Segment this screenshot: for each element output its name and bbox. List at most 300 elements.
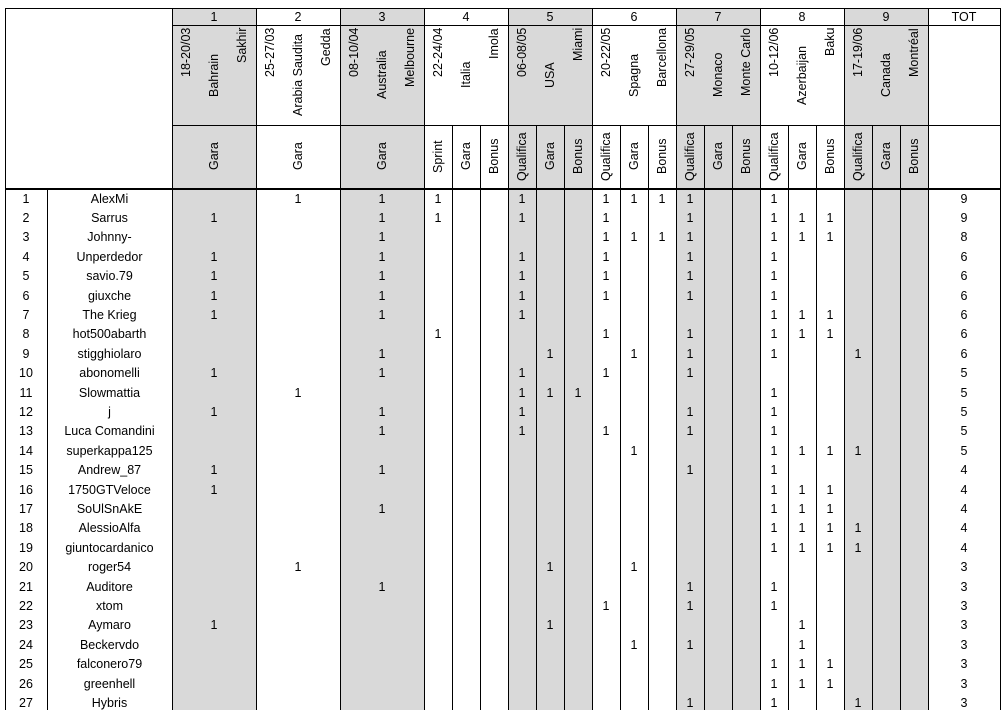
point-cell: 1 — [210, 366, 218, 381]
point-cell: 1 — [210, 269, 218, 284]
point-cell: 1 — [518, 288, 526, 303]
row-position: 27 — [19, 696, 33, 711]
player-name: falconero79 — [76, 657, 143, 672]
session-label: Gara — [207, 142, 221, 171]
point-cell: 1 — [378, 249, 386, 264]
round-city: Barcellona — [655, 28, 669, 88]
grid-line — [5, 188, 1000, 190]
row-total: 6 — [960, 308, 968, 323]
grid-line — [340, 8, 341, 710]
round-date: 22-24/04 — [431, 28, 445, 78]
row-position: 19 — [19, 540, 33, 555]
row-total: 3 — [960, 637, 968, 652]
point-cell: 1 — [378, 308, 386, 323]
grid-line — [480, 125, 481, 710]
grid-line — [47, 188, 48, 710]
point-cell: 1 — [826, 657, 834, 672]
round-number: 9 — [882, 9, 890, 24]
player-name: xtom — [95, 599, 124, 614]
point-cell: 1 — [770, 482, 778, 497]
point-cell: 1 — [770, 191, 778, 206]
player-name: stigghiolaro — [77, 346, 142, 361]
round-number: 1 — [210, 9, 218, 24]
point-cell: 1 — [770, 230, 778, 245]
row-total: 3 — [960, 657, 968, 672]
row-position: 25 — [19, 657, 33, 672]
point-cell: 1 — [770, 269, 778, 284]
row-position: 17 — [19, 502, 33, 517]
grid-line — [172, 125, 1000, 126]
round-number: 3 — [378, 9, 386, 24]
session-label: Gara — [459, 142, 473, 171]
row-total: 3 — [960, 579, 968, 594]
player-name: The Krieg — [82, 308, 137, 323]
session-label: Bonus — [823, 138, 837, 175]
point-cell: 1 — [826, 676, 834, 691]
point-cell: 1 — [378, 366, 386, 381]
point-cell: 1 — [686, 191, 694, 206]
point-cell: 1 — [770, 308, 778, 323]
row-position: 2 — [22, 211, 30, 226]
point-cell: 1 — [686, 249, 694, 264]
player-name: Unperdedor — [76, 249, 143, 264]
point-cell: 1 — [546, 560, 554, 575]
point-cell: 1 — [518, 191, 526, 206]
point-cell: 1 — [658, 191, 666, 206]
point-cell: 1 — [686, 463, 694, 478]
point-cell: 1 — [854, 346, 862, 361]
point-cell: 1 — [602, 269, 610, 284]
grid-line — [732, 125, 733, 710]
session-label: Gara — [711, 142, 725, 171]
row-position: 6 — [22, 288, 30, 303]
session-label: Qualifica — [515, 132, 529, 181]
point-cell: 1 — [518, 366, 526, 381]
point-cell: 1 — [798, 618, 806, 633]
session-label: Bonus — [907, 138, 921, 175]
row-position: 21 — [19, 579, 33, 594]
player-name: superkappa125 — [66, 443, 153, 458]
grid-line — [676, 8, 677, 710]
grid-line — [620, 125, 621, 710]
row-position: 12 — [19, 405, 33, 420]
point-cell: 1 — [770, 676, 778, 691]
round-city: Gedda — [319, 28, 333, 66]
point-cell: 1 — [546, 385, 554, 400]
point-cell: 1 — [770, 327, 778, 342]
point-cell: 1 — [630, 637, 638, 652]
point-cell: 1 — [798, 637, 806, 652]
round-date: 06-08/05 — [515, 28, 529, 78]
session-label: Gara — [543, 142, 557, 171]
round-number: 7 — [714, 9, 722, 24]
point-cell: 1 — [770, 443, 778, 458]
grid-line — [900, 125, 901, 710]
round-country: Bahrain — [207, 53, 221, 97]
round-city: Sakhir — [235, 28, 249, 64]
point-cell: 1 — [826, 327, 834, 342]
player-name: Sarrus — [91, 211, 128, 226]
point-cell: 1 — [378, 191, 386, 206]
point-cell: 1 — [798, 443, 806, 458]
grid-line — [704, 125, 705, 710]
point-cell: 1 — [378, 230, 386, 245]
point-cell: 1 — [798, 521, 806, 536]
player-name: abonomelli — [79, 366, 140, 381]
point-cell: 1 — [378, 405, 386, 420]
point-cell: 1 — [770, 579, 778, 594]
row-total: 3 — [960, 560, 968, 575]
round-date: 20-22/05 — [599, 28, 613, 78]
point-cell: 1 — [518, 385, 526, 400]
point-cell: 1 — [686, 288, 694, 303]
point-cell: 1 — [210, 249, 218, 264]
grid-line — [648, 125, 649, 710]
point-cell: 1 — [798, 482, 806, 497]
point-cell: 1 — [770, 249, 778, 264]
session-label: Gara — [795, 142, 809, 171]
player-name: SoUlSnAkE — [76, 502, 143, 517]
session-label: Qualifica — [683, 132, 697, 181]
point-cell: 1 — [686, 327, 694, 342]
row-position: 1 — [22, 191, 30, 206]
row-total: 5 — [960, 443, 968, 458]
point-cell: 1 — [798, 502, 806, 517]
point-cell: 1 — [798, 308, 806, 323]
grid-line — [536, 125, 537, 710]
point-cell: 1 — [826, 308, 834, 323]
round-number: 8 — [798, 9, 806, 24]
row-total: 6 — [960, 346, 968, 361]
point-cell: 1 — [826, 540, 834, 555]
session-label: Bonus — [739, 138, 753, 175]
row-total: 9 — [960, 211, 968, 226]
point-cell: 1 — [630, 230, 638, 245]
session-label: Qualifica — [851, 132, 865, 181]
point-cell: 1 — [658, 230, 666, 245]
point-cell: 1 — [210, 618, 218, 633]
point-cell: 1 — [210, 288, 218, 303]
round-country: USA — [543, 62, 557, 88]
point-cell: 1 — [630, 560, 638, 575]
point-cell: 1 — [294, 191, 302, 206]
point-cell: 1 — [770, 540, 778, 555]
point-cell: 1 — [686, 405, 694, 420]
point-cell: 1 — [602, 424, 610, 439]
point-cell: 1 — [574, 385, 582, 400]
grid-line — [452, 125, 453, 710]
round-date: 17-19/06 — [851, 28, 865, 78]
point-cell: 1 — [378, 211, 386, 226]
round-country: Azerbaijan — [795, 45, 809, 105]
grid-line — [5, 8, 172, 9]
point-cell: 1 — [518, 211, 526, 226]
row-total: 3 — [960, 696, 968, 711]
round-city: Montréal — [907, 28, 921, 77]
session-label: Bonus — [571, 138, 585, 175]
session-label: Qualifica — [599, 132, 613, 181]
player-name: AlexMi — [90, 191, 129, 206]
point-cell: 1 — [210, 308, 218, 323]
row-total: 5 — [960, 405, 968, 420]
player-name: Aymaro — [88, 618, 131, 633]
point-cell: 1 — [378, 463, 386, 478]
row-position: 22 — [19, 599, 33, 614]
point-cell: 1 — [798, 540, 806, 555]
point-cell: 1 — [602, 211, 610, 226]
point-cell: 1 — [770, 521, 778, 536]
point-cell: 1 — [602, 599, 610, 614]
point-cell: 1 — [518, 424, 526, 439]
point-cell: 1 — [630, 346, 638, 361]
row-total: 6 — [960, 327, 968, 342]
point-cell: 1 — [378, 288, 386, 303]
row-total: 4 — [960, 463, 968, 478]
round-date: 18-20/03 — [179, 28, 193, 78]
tot-header: TOT — [951, 9, 977, 24]
row-position: 13 — [19, 424, 33, 439]
point-cell: 1 — [798, 211, 806, 226]
session-label: Gara — [291, 142, 305, 171]
point-cell: 1 — [686, 346, 694, 361]
grid-line — [508, 8, 509, 710]
point-cell: 1 — [378, 346, 386, 361]
point-cell: 1 — [518, 269, 526, 284]
player-name: roger54 — [87, 560, 132, 575]
round-country: Spagna — [627, 53, 641, 97]
row-position: 3 — [22, 230, 30, 245]
point-cell: 1 — [826, 521, 834, 536]
player-name: Slowmattia — [78, 385, 141, 400]
player-name: Johnny- — [87, 230, 132, 245]
point-cell: 1 — [854, 540, 862, 555]
point-cell: 1 — [826, 211, 834, 226]
point-cell: 1 — [770, 405, 778, 420]
row-position: 4 — [22, 249, 30, 264]
round-city: Monte Carlo — [739, 28, 753, 97]
row-total: 9 — [960, 191, 968, 206]
point-cell: 1 — [770, 696, 778, 711]
row-position: 14 — [19, 443, 33, 458]
grid-line — [788, 125, 789, 710]
row-position: 10 — [19, 366, 33, 381]
point-cell: 1 — [770, 288, 778, 303]
point-cell: 1 — [826, 443, 834, 458]
point-cell: 1 — [434, 191, 442, 206]
row-position: 16 — [19, 482, 33, 497]
point-cell: 1 — [770, 502, 778, 517]
point-cell: 1 — [630, 191, 638, 206]
player-name: greenhell — [83, 676, 136, 691]
round-date: 27-29/05 — [683, 28, 697, 78]
row-position: 18 — [19, 521, 33, 536]
row-position: 7 — [22, 308, 30, 323]
point-cell: 1 — [826, 482, 834, 497]
point-cell: 1 — [686, 696, 694, 711]
grid-line — [928, 8, 929, 710]
point-cell: 1 — [686, 599, 694, 614]
grid-line — [592, 8, 593, 710]
point-cell: 1 — [770, 463, 778, 478]
point-cell: 1 — [378, 269, 386, 284]
player-name: 1750GTVeloce — [68, 482, 151, 497]
round-city: Miami — [571, 28, 585, 62]
point-cell: 1 — [210, 405, 218, 420]
round-country: Italia — [459, 61, 473, 89]
round-date: 10-12/06 — [767, 28, 781, 78]
row-total: 3 — [960, 599, 968, 614]
point-cell: 1 — [210, 482, 218, 497]
row-total: 4 — [960, 540, 968, 555]
round-country: Monaco — [711, 52, 725, 98]
row-position: 5 — [22, 269, 30, 284]
row-position: 24 — [19, 637, 33, 652]
round-city: Imola — [487, 28, 501, 59]
player-name: hot500abarth — [72, 327, 147, 342]
point-cell: 1 — [854, 443, 862, 458]
round-number: 5 — [546, 9, 554, 24]
round-date: 25-27/03 — [263, 28, 277, 78]
row-total: 4 — [960, 502, 968, 517]
round-date: 08-10/04 — [347, 28, 361, 78]
point-cell: 1 — [602, 191, 610, 206]
row-position: 26 — [19, 676, 33, 691]
point-cell: 1 — [602, 249, 610, 264]
player-name: Auditore — [86, 579, 133, 594]
player-name: Luca Comandini — [64, 424, 155, 439]
round-city: Baku — [823, 28, 837, 57]
session-label: Gara — [879, 142, 893, 171]
row-position: 15 — [19, 463, 33, 478]
row-position: 8 — [22, 327, 30, 342]
grid-line — [760, 8, 761, 710]
point-cell: 1 — [210, 211, 218, 226]
point-cell: 1 — [798, 657, 806, 672]
player-name: Hybris — [91, 696, 128, 711]
round-number: 4 — [462, 9, 470, 24]
point-cell: 1 — [434, 211, 442, 226]
row-total: 6 — [960, 249, 968, 264]
row-total: 6 — [960, 269, 968, 284]
point-cell: 1 — [210, 463, 218, 478]
point-cell: 1 — [770, 385, 778, 400]
row-total: 5 — [960, 385, 968, 400]
point-cell: 1 — [770, 657, 778, 672]
point-cell: 1 — [630, 443, 638, 458]
session-label: Qualifica — [767, 132, 781, 181]
point-cell: 1 — [826, 230, 834, 245]
row-total: 3 — [960, 676, 968, 691]
point-cell: 1 — [798, 327, 806, 342]
player-name: Beckervdo — [79, 637, 140, 652]
point-cell: 1 — [518, 308, 526, 323]
grid-line — [844, 8, 845, 710]
grid-line — [424, 8, 425, 710]
session-label: Gara — [375, 142, 389, 171]
session-label: Sprint — [431, 140, 445, 173]
grid-line — [816, 125, 817, 710]
point-cell: 1 — [770, 346, 778, 361]
row-total: 5 — [960, 366, 968, 381]
point-cell: 1 — [854, 696, 862, 711]
point-cell: 1 — [546, 618, 554, 633]
grid-line — [5, 8, 6, 710]
row-total: 4 — [960, 521, 968, 536]
point-cell: 1 — [602, 327, 610, 342]
round-city: Melbourne — [403, 28, 417, 88]
point-cell: 1 — [602, 366, 610, 381]
point-cell: 1 — [770, 599, 778, 614]
point-cell: 1 — [798, 230, 806, 245]
row-total: 8 — [960, 230, 968, 245]
round-number: 2 — [294, 9, 302, 24]
player-name: giuxche — [87, 288, 132, 303]
point-cell: 1 — [546, 346, 554, 361]
player-name: j — [108, 405, 111, 420]
session-label: Bonus — [655, 138, 669, 175]
point-cell: 1 — [854, 521, 862, 536]
point-cell: 1 — [798, 676, 806, 691]
point-cell: 1 — [686, 211, 694, 226]
row-total: 5 — [960, 424, 968, 439]
player-name: Andrew_87 — [77, 463, 142, 478]
point-cell: 1 — [434, 327, 442, 342]
point-cell: 1 — [378, 579, 386, 594]
point-cell: 1 — [378, 424, 386, 439]
grid-line — [172, 8, 1000, 9]
player-name: savio.79 — [86, 269, 133, 284]
point-cell: 1 — [770, 424, 778, 439]
point-cell: 1 — [378, 502, 386, 517]
grid-line — [172, 25, 1000, 26]
point-cell: 1 — [518, 405, 526, 420]
point-cell: 1 — [686, 230, 694, 245]
session-label: Gara — [627, 142, 641, 171]
round-country: Australia — [375, 50, 389, 100]
point-cell: 1 — [686, 637, 694, 652]
point-cell: 1 — [686, 579, 694, 594]
point-cell: 1 — [826, 502, 834, 517]
point-cell: 1 — [602, 230, 610, 245]
grid-line — [872, 125, 873, 710]
round-country: Canada — [879, 53, 893, 97]
row-total: 3 — [960, 618, 968, 633]
row-position: 23 — [19, 618, 33, 633]
point-cell: 1 — [294, 560, 302, 575]
session-label: Bonus — [487, 138, 501, 175]
player-name: AlessioAlfa — [78, 521, 141, 536]
row-position: 9 — [22, 346, 30, 361]
grid-line — [1000, 8, 1001, 710]
point-cell: 1 — [686, 424, 694, 439]
point-cell: 1 — [686, 366, 694, 381]
point-cell: 1 — [686, 269, 694, 284]
grid-line — [172, 8, 173, 710]
player-name: giuntocardanico — [65, 540, 154, 555]
row-total: 6 — [960, 288, 968, 303]
point-cell: 1 — [294, 385, 302, 400]
grid-line — [256, 8, 257, 710]
point-cell: 1 — [602, 288, 610, 303]
round-country: Arabia Saudita — [291, 34, 305, 117]
round-number: 6 — [630, 9, 638, 24]
point-cell: 1 — [770, 211, 778, 226]
grid-line — [564, 125, 565, 710]
row-total: 4 — [960, 482, 968, 497]
row-position: 11 — [19, 385, 33, 400]
point-cell: 1 — [518, 249, 526, 264]
row-position: 20 — [19, 560, 33, 575]
